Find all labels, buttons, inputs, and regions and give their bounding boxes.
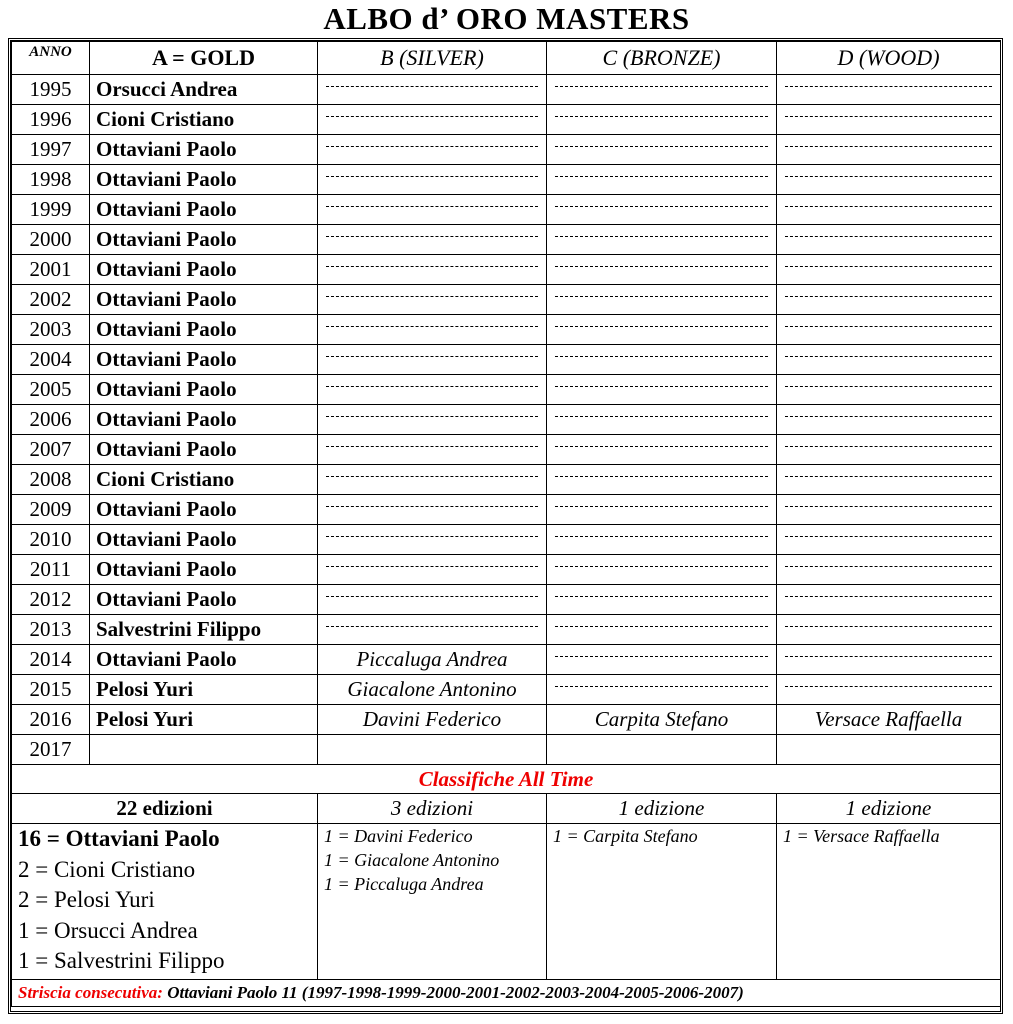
- dashed-placeholder: [785, 86, 992, 87]
- table-row: [12, 165, 1001, 195]
- dashed-placeholder: [326, 356, 538, 357]
- standing-item: 1 = Carpita Stefano: [553, 826, 698, 846]
- year-cell: 2008: [12, 465, 90, 495]
- silver-cell: [318, 195, 547, 225]
- gold-cell: Ottaviani Paolo: [90, 495, 318, 525]
- table-row: [12, 375, 1001, 405]
- dashed-placeholder: [785, 266, 992, 267]
- gold-cell: Ottaviani Paolo: [90, 315, 318, 345]
- gold-cell: Ottaviani Paolo: [90, 345, 318, 375]
- dashed-placeholder: [326, 386, 538, 387]
- bronze-cell: [547, 105, 777, 135]
- gold-cell: Cioni Cristiano: [90, 105, 318, 135]
- year-cell: 2002: [12, 285, 90, 315]
- silver-cell: [318, 465, 547, 495]
- table-row: [12, 195, 1001, 225]
- year-cell: 2006: [12, 405, 90, 435]
- dashed-placeholder: [785, 416, 992, 417]
- dashed-placeholder: [785, 476, 992, 477]
- year-cell: 2012: [12, 585, 90, 615]
- wood-cell: [777, 405, 1001, 435]
- dashed-placeholder: [555, 146, 768, 147]
- dashed-placeholder: [785, 626, 992, 627]
- dashed-placeholder: [326, 476, 538, 477]
- bronze-cell: [547, 315, 777, 345]
- gold-cell: Ottaviani Paolo: [90, 165, 318, 195]
- dashed-placeholder: [326, 86, 538, 87]
- year-cell: 2005: [12, 375, 90, 405]
- wood-cell: [777, 195, 1001, 225]
- silver-cell: [318, 165, 547, 195]
- dashed-placeholder: [555, 206, 768, 207]
- header-gold: A = GOLD: [90, 42, 318, 75]
- dashed-placeholder: [555, 626, 768, 627]
- section-row: [12, 765, 1001, 794]
- silver-cell: [318, 525, 547, 555]
- gold-cell: Ottaviani Paolo: [90, 195, 318, 225]
- gold-cell: Ottaviani Paolo: [90, 555, 318, 585]
- table-row: [12, 135, 1001, 165]
- page-title: ALBO d’ ORO MASTERS: [323, 1, 690, 36]
- gold-cell: Cioni Cristiano: [90, 465, 318, 495]
- dashed-placeholder: [785, 146, 992, 147]
- dashed-placeholder: [785, 656, 992, 657]
- standing-item: 1 = Versace Raffaella: [783, 826, 940, 846]
- silver-cell: [318, 375, 547, 405]
- standings-bronze: [547, 824, 777, 980]
- silver-cell: [318, 75, 547, 105]
- dashed-placeholder: [555, 266, 768, 267]
- dashed-placeholder: [785, 326, 992, 327]
- footer-cell: [12, 980, 1001, 1007]
- editions-bronze: 1 edizione: [547, 794, 777, 824]
- table-row: [12, 225, 1001, 255]
- table-row: [12, 735, 1001, 765]
- year-cell: 2000: [12, 225, 90, 255]
- table-row: [12, 525, 1001, 555]
- dashed-placeholder: [785, 686, 992, 687]
- gold-cell: Ottaviani Paolo: [90, 405, 318, 435]
- bronze-cell: [547, 345, 777, 375]
- header-silver: B (SILVER): [318, 42, 547, 75]
- silver-cell: Giacalone Antonino: [318, 675, 547, 705]
- header-wood: D (WOOD): [777, 42, 1001, 75]
- table-row: [12, 675, 1001, 705]
- footer-row: [12, 980, 1001, 1007]
- bronze-cell: [547, 435, 777, 465]
- dashed-placeholder: [326, 506, 538, 507]
- gold-cell: [90, 735, 318, 765]
- albo-table-frame: [8, 38, 1003, 1014]
- silver-cell: [318, 495, 547, 525]
- wood-cell: [777, 585, 1001, 615]
- wood-cell: [777, 165, 1001, 195]
- year-cell: 1998: [12, 165, 90, 195]
- silver-cell: [318, 435, 547, 465]
- header-anno: ANNO: [12, 42, 90, 75]
- silver-cell: [318, 105, 547, 135]
- wood-cell: [777, 525, 1001, 555]
- dashed-placeholder: [555, 176, 768, 177]
- wood-cell: [777, 615, 1001, 645]
- dashed-placeholder: [785, 176, 992, 177]
- dashed-placeholder: [785, 596, 992, 597]
- bronze-cell: [547, 525, 777, 555]
- bronze-cell: [547, 495, 777, 525]
- table-row: [12, 705, 1001, 735]
- table-row: [12, 255, 1001, 285]
- bronze-cell: [547, 225, 777, 255]
- bronze-cell: [547, 465, 777, 495]
- wood-cell: [777, 345, 1001, 375]
- table-row: [12, 585, 1001, 615]
- year-cell: 2001: [12, 255, 90, 285]
- dashed-placeholder: [785, 566, 992, 567]
- wood-cell: [777, 645, 1001, 675]
- silver-cell: [318, 285, 547, 315]
- wood-cell: [777, 225, 1001, 255]
- wood-cell: [777, 135, 1001, 165]
- dashed-placeholder: [326, 266, 538, 267]
- dashed-placeholder: [326, 116, 538, 117]
- table-row: [12, 345, 1001, 375]
- year-cell: 2016: [12, 705, 90, 735]
- year-cell: 1996: [12, 105, 90, 135]
- bronze-cell: [547, 375, 777, 405]
- dashed-placeholder: [555, 236, 768, 237]
- silver-cell: [318, 405, 547, 435]
- dashed-placeholder: [555, 536, 768, 537]
- wood-cell: [777, 105, 1001, 135]
- bronze-cell: [547, 405, 777, 435]
- table-row: [12, 645, 1001, 675]
- table-row: [12, 555, 1001, 585]
- dashed-placeholder: [555, 416, 768, 417]
- bronze-cell: [547, 585, 777, 615]
- table-row: [12, 405, 1001, 435]
- wood-cell: [777, 495, 1001, 525]
- dashed-placeholder: [326, 596, 538, 597]
- wood-cell: [777, 285, 1001, 315]
- dashed-placeholder: [555, 656, 768, 657]
- bronze-cell: [547, 285, 777, 315]
- dashed-placeholder: [785, 236, 992, 237]
- standing-item: 1 = Salvestrini Filippo: [18, 948, 225, 973]
- footer-text: Ottaviani Paolo 11 (1997-1998-1999-2000-2001-2002-2003-2004-2005-2006-2007): [167, 983, 744, 1002]
- dashed-placeholder: [326, 206, 538, 207]
- header-row: [12, 42, 1001, 75]
- dashed-placeholder: [785, 536, 992, 537]
- standing-item: 1 = Davini Federico: [324, 826, 473, 846]
- wood-cell: [777, 375, 1001, 405]
- dashed-placeholder: [785, 296, 992, 297]
- standing-item: 2 = Pelosi Yuri: [18, 887, 155, 912]
- footer-label: Striscia consecutiva:: [18, 983, 163, 1002]
- albo-table: [11, 41, 1001, 1007]
- editions-silver: 3 edizioni: [318, 794, 547, 824]
- dashed-placeholder: [555, 686, 768, 687]
- gold-cell: Ottaviani Paolo: [90, 585, 318, 615]
- silver-cell: [318, 315, 547, 345]
- year-cell: 2015: [12, 675, 90, 705]
- dashed-placeholder: [555, 566, 768, 567]
- gold-cell: Orsucci Andrea: [90, 75, 318, 105]
- wood-cell: [777, 75, 1001, 105]
- silver-cell: Piccaluga Andrea: [318, 645, 547, 675]
- gold-cell: Ottaviani Paolo: [90, 225, 318, 255]
- dashed-placeholder: [785, 506, 992, 507]
- table-row: [12, 495, 1001, 525]
- gold-cell: Ottaviani Paolo: [90, 135, 318, 165]
- table-row: [12, 315, 1001, 345]
- wood-cell: Versace Raffaella: [777, 705, 1001, 735]
- silver-cell: [318, 555, 547, 585]
- silver-cell: [318, 735, 547, 765]
- dashed-placeholder: [785, 386, 992, 387]
- editions-row: [12, 794, 1001, 824]
- bronze-cell: [547, 675, 777, 705]
- dashed-placeholder: [555, 116, 768, 117]
- dashed-placeholder: [785, 446, 992, 447]
- dashed-placeholder: [555, 446, 768, 447]
- gold-cell: Ottaviani Paolo: [90, 285, 318, 315]
- standing-item: 1 = Orsucci Andrea: [18, 917, 198, 943]
- year-cell: 2013: [12, 615, 90, 645]
- table-row: [12, 285, 1001, 315]
- wood-cell: [777, 555, 1001, 585]
- dashed-placeholder: [326, 566, 538, 567]
- bronze-cell: [547, 165, 777, 195]
- table-row: [12, 435, 1001, 465]
- gold-cell: Ottaviani Paolo: [90, 645, 318, 675]
- year-cell: 2009: [12, 495, 90, 525]
- wood-cell: [777, 675, 1001, 705]
- bronze-cell: [547, 615, 777, 645]
- dashed-placeholder: [555, 506, 768, 507]
- table-row: [12, 75, 1001, 105]
- dashed-placeholder: [555, 356, 768, 357]
- gold-cell: Pelosi Yuri: [90, 675, 318, 705]
- standing-item: 1 = Giacalone Antonino: [324, 850, 500, 870]
- wood-cell: [777, 255, 1001, 285]
- silver-cell: [318, 615, 547, 645]
- dashed-placeholder: [785, 356, 992, 357]
- standings-gold: [12, 824, 318, 980]
- table-row: [12, 465, 1001, 495]
- section-title: Classifiche All Time: [12, 765, 1001, 794]
- silver-cell: Davini Federico: [318, 705, 547, 735]
- dashed-placeholder: [326, 446, 538, 447]
- table-row: [12, 615, 1001, 645]
- wood-cell: [777, 735, 1001, 765]
- standings-row: [12, 824, 1001, 980]
- dashed-placeholder: [555, 326, 768, 327]
- wood-cell: [777, 315, 1001, 345]
- bronze-cell: [547, 195, 777, 225]
- dashed-placeholder: [555, 296, 768, 297]
- standings-wood: [777, 824, 1001, 980]
- silver-cell: [318, 585, 547, 615]
- dashed-placeholder: [326, 146, 538, 147]
- dashed-placeholder: [326, 326, 538, 327]
- editions-gold: 22 edizioni: [12, 794, 318, 824]
- silver-cell: [318, 135, 547, 165]
- table-row: [12, 105, 1001, 135]
- dashed-placeholder: [326, 536, 538, 537]
- dashed-placeholder: [326, 236, 538, 237]
- dashed-placeholder: [555, 476, 768, 477]
- dashed-placeholder: [326, 176, 538, 177]
- bronze-cell: [547, 555, 777, 585]
- wood-cell: [777, 435, 1001, 465]
- year-cell: 1995: [12, 75, 90, 105]
- header-bronze: C (BRONZE): [547, 42, 777, 75]
- gold-cell: Ottaviani Paolo: [90, 435, 318, 465]
- gold-cell: Ottaviani Paolo: [90, 525, 318, 555]
- wood-cell: [777, 465, 1001, 495]
- silver-cell: [318, 345, 547, 375]
- dashed-placeholder: [555, 386, 768, 387]
- bronze-cell: [547, 135, 777, 165]
- standing-item: 1 = Piccaluga Andrea: [324, 874, 484, 894]
- bronze-cell: [547, 75, 777, 105]
- year-cell: 2017: [12, 735, 90, 765]
- dashed-placeholder: [326, 416, 538, 417]
- year-cell: 1997: [12, 135, 90, 165]
- dashed-placeholder: [555, 86, 768, 87]
- year-cell: 2003: [12, 315, 90, 345]
- year-cell: 2004: [12, 345, 90, 375]
- year-cell: 2011: [12, 555, 90, 585]
- dashed-placeholder: [785, 206, 992, 207]
- gold-cell: Salvestrini Filippo: [90, 615, 318, 645]
- bronze-cell: [547, 735, 777, 765]
- dashed-placeholder: [326, 626, 538, 627]
- gold-cell: Pelosi Yuri: [90, 705, 318, 735]
- dashed-placeholder: [555, 596, 768, 597]
- dashed-placeholder: [785, 116, 992, 117]
- year-cell: 2010: [12, 525, 90, 555]
- standing-item: 2 = Cioni Cristiano: [18, 856, 196, 882]
- bronze-cell: [547, 645, 777, 675]
- year-cell: 1999: [12, 195, 90, 225]
- bronze-cell: [547, 255, 777, 285]
- gold-cell: Ottaviani Paolo: [90, 255, 318, 285]
- dashed-placeholder: [326, 296, 538, 297]
- gold-cell: Ottaviani Paolo: [90, 375, 318, 405]
- standing-item: 16 = Ottaviani Paolo: [18, 826, 220, 851]
- bronze-cell: Carpita Stefano: [547, 705, 777, 735]
- silver-cell: [318, 255, 547, 285]
- silver-cell: [318, 225, 547, 255]
- year-cell: 2007: [12, 435, 90, 465]
- editions-wood: 1 edizione: [777, 794, 1001, 824]
- year-cell: 2014: [12, 645, 90, 675]
- standings-silver: [318, 824, 547, 980]
